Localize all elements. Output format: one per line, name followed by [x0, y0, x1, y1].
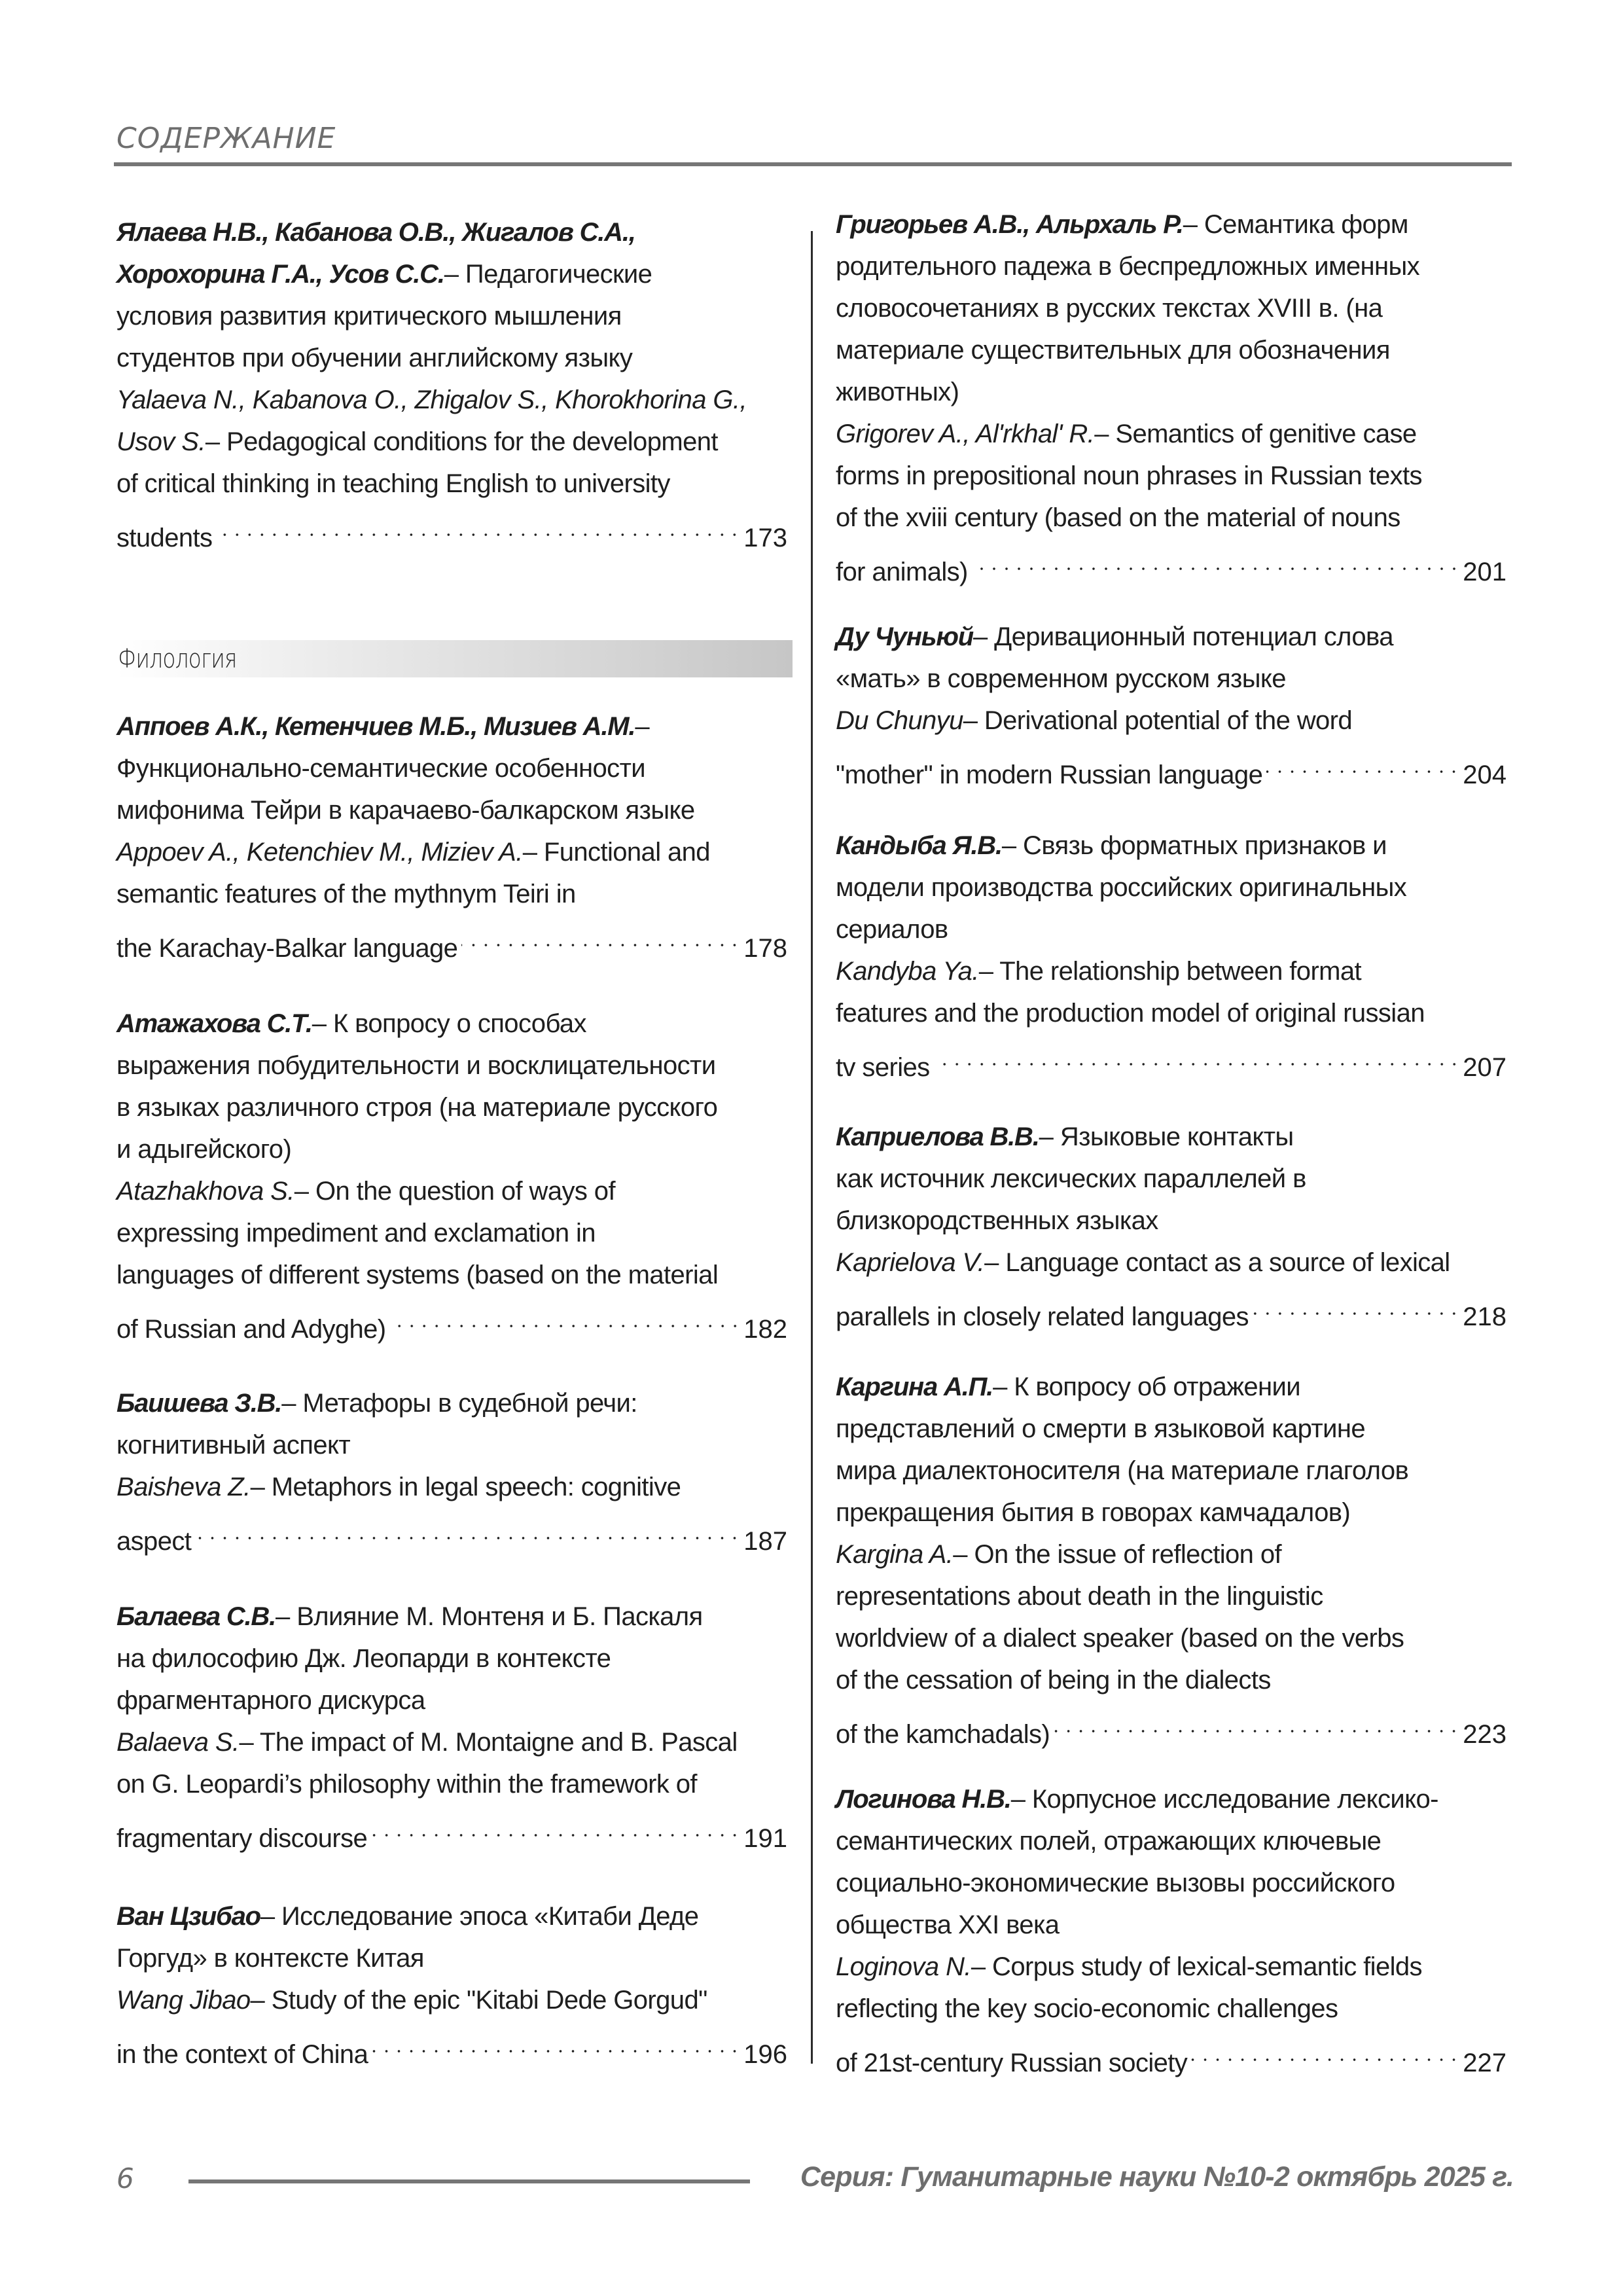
dot-leader	[1054, 1701, 1460, 1743]
entry-title-text: родительного падежа в беспредложных именных	[836, 252, 1420, 281]
toc-entry-line	[116, 463, 787, 505]
toc-entry-line	[116, 1638, 787, 1679]
toc-entry-line	[836, 1242, 1507, 1283]
entry-title-text: «мать» в современном русском языке	[836, 664, 1286, 693]
entry-title-text: – Semantics of genitive case	[1094, 420, 1417, 448]
entry-title-text: словосочетаниях в русских текстах XVIII в. (на	[836, 294, 1383, 323]
toc-entry-line	[116, 1424, 787, 1466]
entry-title-text: когнитивный аспект	[116, 1431, 351, 1460]
toc-entry-line	[116, 915, 787, 963]
toc-entry-line	[836, 1492, 1507, 1534]
entry-title-text: worldview of a dialect speaker (based on the verbs	[836, 1624, 1404, 1653]
entry-title-text: животных)	[836, 378, 959, 406]
entry-title-text: семантических полей, отражающих ключевые	[836, 1827, 1382, 1856]
entry-title-text: мира диалектоносителя (на материале глаголов	[836, 1456, 1409, 1485]
entry-title-text: материале существительных для обозначения	[836, 336, 1390, 365]
toc-entry[interactable]	[116, 706, 787, 963]
author-en: Baisheva Z.	[116, 1473, 251, 1501]
entry-title-text: Функционально-семантические особенности	[116, 754, 646, 783]
toc-entry[interactable]	[836, 1116, 1507, 1331]
author-en: Usov S.	[116, 427, 205, 456]
toc-page-number[interactable]: 218	[1463, 1302, 1507, 1331]
toc-entry-line	[836, 245, 1507, 287]
toc-entry-line	[116, 505, 787, 552]
entry-title-text: Горгуд» в контексте Китая	[116, 1944, 424, 1973]
entry-title-text: – Семантика форм	[1183, 210, 1408, 239]
entry-title-text: – Functional and	[522, 838, 710, 867]
author-ru: Кандыба Я.В.	[836, 831, 1002, 860]
toc-entry-line	[116, 1212, 787, 1254]
entry-title-text: – Corpus study of lexical-semantic fields	[971, 1952, 1422, 1981]
toc-entry-line	[116, 337, 787, 379]
toc-entry-line	[116, 1763, 787, 1805]
page-footer	[116, 2160, 1514, 2206]
entry-title-text: – Влияние М. Монтеня и Б. Паскаля	[276, 1602, 703, 1631]
toc-entry-line	[116, 1679, 787, 1721]
toc-entry-line	[836, 497, 1507, 539]
entry-title-text: parallels in closely related languages	[836, 1302, 1249, 1331]
entry-title-text: общества XXI века	[836, 1910, 1060, 1939]
toc-entry[interactable]	[836, 825, 1507, 1082]
author-en: Grigorev A., Al'rkhal' R.	[836, 420, 1095, 448]
entry-title-text: expressing impediment and exclamation in	[116, 1219, 596, 1247]
entry-title-text: of 21st-century Russian society	[836, 2049, 1188, 2077]
toc-entry-line	[116, 789, 787, 831]
entry-title-text: on G. Leopardi’s philosophy within the framework of	[116, 1770, 697, 1799]
toc-entry-line	[836, 1904, 1507, 1946]
entry-title-text: близкородственных языках	[836, 1206, 1158, 1235]
entry-title-text: semantic features of the mythnym Teiri in	[116, 880, 576, 908]
author-en: Kandyba Ya.	[836, 957, 979, 986]
toc-entry[interactable]	[836, 1778, 1507, 2077]
author-ru: Аппоев А.К., Кетенчиев М.Б., Мизиев А.М.	[116, 712, 635, 741]
entry-title-text: сериалов	[836, 915, 948, 944]
toc-entry-line	[836, 1283, 1507, 1331]
author-en: Appoev A., Ketenchiev M., Miziev A.	[116, 838, 523, 867]
toc-entry-line	[836, 908, 1507, 950]
entry-title-text: условия развития критического мышления	[116, 302, 622, 331]
entry-title-text: – Педагогические	[444, 260, 652, 289]
toc-entry[interactable]	[116, 1596, 787, 1853]
toc-entry[interactable]	[116, 211, 787, 552]
toc-entry-line	[116, 1721, 787, 1763]
page-number: 6	[116, 2162, 134, 2195]
header-rule	[114, 162, 1512, 166]
journal-series: Серия: Гуманитарные науки №10-2 октябрь 2025 г.	[800, 2161, 1514, 2193]
toc-entry[interactable]	[836, 616, 1507, 789]
entry-title-text: и адыгейского)	[116, 1135, 292, 1164]
toc-page-number[interactable]: 223	[1463, 1720, 1507, 1749]
toc-page-number[interactable]: 227	[1463, 2049, 1507, 2077]
entry-title-text: – Исследование эпоса «Китаби Деде	[260, 1902, 699, 1931]
toc-entry-line	[836, 1862, 1507, 1904]
toc-entry-line	[116, 1045, 787, 1086]
entry-title-text: of the xviii century (based on the material of nouns	[836, 503, 1400, 532]
toc-entry-line	[836, 1366, 1507, 1408]
toc-entry-line	[116, 1895, 787, 1937]
entry-title-text: forms in prepositional noun phrases in Russian texts	[836, 461, 1422, 490]
toc-entry-line	[836, 1200, 1507, 1242]
entry-title-text: – Pedagogical conditions for the development	[205, 427, 718, 456]
toc-entry-line	[116, 1254, 787, 1296]
toc-entry-line	[836, 1701, 1507, 1749]
entry-title-text: мифонима Тейри в карачаево-балкарском языке	[116, 796, 695, 825]
toc-entry-line	[116, 1086, 787, 1128]
author-en: Kargina A.	[836, 1540, 954, 1569]
toc-entry-line	[836, 371, 1507, 413]
entry-title-text: – Языковые контакты	[1039, 1122, 1294, 1151]
toc-entry-line	[116, 873, 787, 915]
toc-entry-line	[836, 455, 1507, 497]
toc-entry[interactable]	[116, 1003, 787, 1344]
page-header	[116, 122, 1512, 156]
dot-leader	[461, 915, 741, 957]
dot-leader	[216, 505, 741, 547]
toc-entry-line	[836, 1534, 1507, 1575]
entry-title-text: of critical thinking in teaching English to university	[116, 469, 670, 498]
dot-leader	[1191, 2030, 1460, 2072]
toc-entry-line	[836, 825, 1507, 867]
entry-title-text: languages of different systems (based on the material	[116, 1261, 719, 1289]
toc-entry-line	[116, 1128, 787, 1170]
entry-title-text: – On the issue of reflection of	[953, 1540, 1281, 1569]
toc-entry-line	[836, 2030, 1507, 2077]
entry-title-text: – The impact of M. Montaigne and B. Pascal	[239, 1728, 738, 1757]
entry-title-text: – The relationship between format	[978, 957, 1362, 986]
section-heading-label: Филология	[118, 644, 237, 674]
entry-title-text: tv series	[836, 1053, 930, 1082]
entry-title-text: выражения побудительности и восклицательности	[116, 1051, 716, 1080]
entry-title-text: –	[635, 712, 649, 741]
entry-title-text: – К вопросу о способах	[312, 1009, 586, 1038]
toc-entry-line	[836, 204, 1507, 245]
toc-entry-line	[836, 1450, 1507, 1492]
toc-entry-line	[836, 329, 1507, 371]
toc-page-number[interactable]: 196	[743, 2040, 787, 2069]
author-ru: Баишева З.В.	[116, 1389, 282, 1418]
entry-title-text: – Деривационный потенциал слова	[972, 622, 1393, 651]
entry-title-text: – Derivational potential of the word	[963, 706, 1353, 735]
dot-leader	[371, 1805, 741, 1847]
entry-title-text: фрагментарного дискурса	[116, 1686, 425, 1715]
entry-title-text: in the context of China	[116, 2040, 368, 2069]
entry-title-text: the Karachay-Balkar language	[116, 934, 458, 963]
entry-title-text: of Russian and Adyghe)	[116, 1315, 386, 1344]
entry-title-text: представлений о смерти в языковой картине	[836, 1414, 1365, 1443]
entry-title-text: "mother" in modern Russian language	[836, 761, 1263, 789]
entry-title-text: of the kamchadals)	[836, 1720, 1050, 1749]
toc-entry-line	[116, 2021, 787, 2069]
author-en: Loginova N.	[836, 1952, 971, 1981]
dot-leader	[1266, 742, 1460, 783]
entry-title-text: как источник лексических параллелей в	[836, 1164, 1306, 1193]
entry-title-text: for animals)	[836, 558, 968, 586]
entry-title-text: reflecting the key socio-economic challenges	[836, 1994, 1338, 2023]
toc-entry-line	[116, 1003, 787, 1045]
toc-page-number[interactable]: 182	[743, 1315, 787, 1344]
toc-entry[interactable]	[116, 1382, 787, 1556]
toc-entry-line	[836, 1946, 1507, 1988]
toc-entry-line	[836, 1575, 1507, 1617]
toc-entry-line	[836, 287, 1507, 329]
toc-page-number[interactable]: 173	[743, 524, 787, 552]
entry-title-text: aspect	[116, 1527, 192, 1556]
entry-title-text: students	[116, 524, 213, 552]
toc-entry-line	[116, 1596, 787, 1638]
toc-entry-line	[116, 1296, 787, 1344]
toc-entry-line	[116, 1937, 787, 1979]
page-title: СОДЕРЖАНИЕ	[116, 122, 336, 155]
author-en: Balaeva S.	[116, 1728, 240, 1757]
entry-title-text: модели производства российских оригинальных	[836, 873, 1407, 902]
toc-entry-line	[116, 211, 787, 253]
toc-entry-line	[116, 706, 787, 747]
toc-entry-line	[116, 1508, 787, 1556]
toc-entry-line	[836, 1659, 1507, 1701]
entry-title-text: representations about death in the linguistic	[836, 1582, 1323, 1611]
entry-title-text: of the cessation of being in the dialects	[836, 1666, 1271, 1695]
entry-title-text: – Study of the epic "Kitabi Dede Gorgud"	[250, 1986, 707, 2015]
author-en: Kaprielova V.	[836, 1248, 985, 1277]
author-ru: Григорьев А.В., Альрхаль Р.	[836, 210, 1183, 239]
toc-entry-line	[836, 867, 1507, 908]
toc-entry-line	[116, 1805, 787, 1853]
toc-entry-line	[836, 616, 1507, 658]
entry-title-text: – Корпусное исследование лексико-	[1010, 1785, 1438, 1814]
toc-entry-line	[116, 747, 787, 789]
toc-entry-line	[116, 421, 787, 463]
dot-leader	[195, 1508, 741, 1550]
toc-entry-line	[836, 992, 1507, 1034]
toc-entry-line	[116, 295, 787, 337]
toc-entry-line	[116, 1382, 787, 1424]
entry-title-text: – К вопросу об отражении	[993, 1372, 1300, 1401]
entry-title-text: – Metaphors in legal speech: cognitive	[250, 1473, 681, 1501]
entry-title-text: – Связь форматных признаков и	[1001, 831, 1387, 860]
author-ru: Каргина А.П.	[836, 1372, 993, 1401]
toc-entry-line	[116, 1170, 787, 1212]
toc-entry-line	[116, 253, 787, 295]
author-ru: Ду Чуньюй	[836, 622, 973, 651]
toc-page-number[interactable]: 178	[743, 934, 787, 963]
author-ru: Хорохорина Г.А., Усов С.С.	[116, 260, 444, 289]
toc-entry-line	[836, 1988, 1507, 2030]
dot-leader	[1253, 1283, 1460, 1325]
toc-entry-line	[836, 413, 1507, 455]
toc-entry-line	[836, 1617, 1507, 1659]
entry-title-text: – Метафоры в судебной речи:	[281, 1389, 637, 1418]
author-ru: Атажахова С.Т.	[116, 1009, 312, 1038]
toc-entry-line	[836, 539, 1507, 586]
toc-entry-line	[116, 1979, 787, 2021]
toc-page-number[interactable]: 201	[1463, 558, 1507, 586]
entry-title-text: – Language contact as a source of lexical	[984, 1248, 1450, 1277]
author-ru: Ван Цзибао	[116, 1902, 260, 1931]
author-ru: Логинова Н.В.	[836, 1785, 1011, 1814]
entry-title-text: прекращения бытия в говорах камчадалов)	[836, 1498, 1351, 1527]
toc-entry[interactable]	[836, 1366, 1507, 1749]
entry-title-text: features and the production model of original russian	[836, 999, 1425, 1028]
dot-leader	[972, 539, 1461, 581]
entry-title-text: социально-экономические вызовы российского	[836, 1869, 1395, 1897]
section-heading-philology	[116, 640, 793, 677]
dot-leader	[390, 1296, 741, 1338]
toc-entry-line	[836, 1158, 1507, 1200]
toc-entry[interactable]	[836, 204, 1507, 586]
toc-entry-line	[116, 831, 787, 873]
toc-entry-line	[836, 700, 1507, 742]
author-ru: Балаева С.В.	[116, 1602, 276, 1631]
entry-title-text: в языках различного строя (на материале русского	[116, 1093, 718, 1122]
column-divider	[811, 231, 813, 2064]
dot-leader	[934, 1034, 1461, 1076]
toc-entry-line	[116, 1466, 787, 1508]
entry-title-text: на философию Дж. Леопарди в контексте	[116, 1644, 611, 1673]
toc-entry-line	[836, 1034, 1507, 1082]
entry-title-text: студентов при обучении английскому языку	[116, 344, 633, 372]
footer-rule	[188, 2179, 750, 2183]
entry-title-text: – On the question of ways of	[294, 1177, 615, 1206]
author-en: Atazhakhova S.	[116, 1177, 294, 1206]
toc-entry-line	[836, 950, 1507, 992]
toc-entry-line	[116, 379, 787, 421]
toc-page-number[interactable]: 187	[743, 1527, 787, 1556]
toc-page-number[interactable]: 207	[1463, 1053, 1507, 1082]
author-en: Yalaeva N., Kabanova O., Zhigalov S., Khorokhorina G.,	[116, 386, 747, 414]
toc-page-number[interactable]: 191	[743, 1824, 787, 1853]
toc-entry-line	[836, 1778, 1507, 1820]
toc-entry-line	[836, 1408, 1507, 1450]
toc-entry-line	[836, 742, 1507, 789]
author-ru: Ялаева Н.В., Кабанова О.В., Жигалов С.А.,	[116, 218, 635, 247]
toc-entry-line	[836, 1820, 1507, 1862]
toc-page-number[interactable]: 204	[1463, 761, 1507, 789]
author-en: Wang Jibao	[116, 1986, 251, 2015]
author-ru: Каприелова В.В.	[836, 1122, 1039, 1151]
author-en: Du Chunyu	[836, 706, 963, 735]
dot-leader	[372, 2021, 741, 2063]
toc-entry-line	[836, 658, 1507, 700]
entry-title-text: fragmentary discourse	[116, 1824, 368, 1853]
toc-entry[interactable]	[116, 1895, 787, 2069]
toc-entry-line	[836, 1116, 1507, 1158]
